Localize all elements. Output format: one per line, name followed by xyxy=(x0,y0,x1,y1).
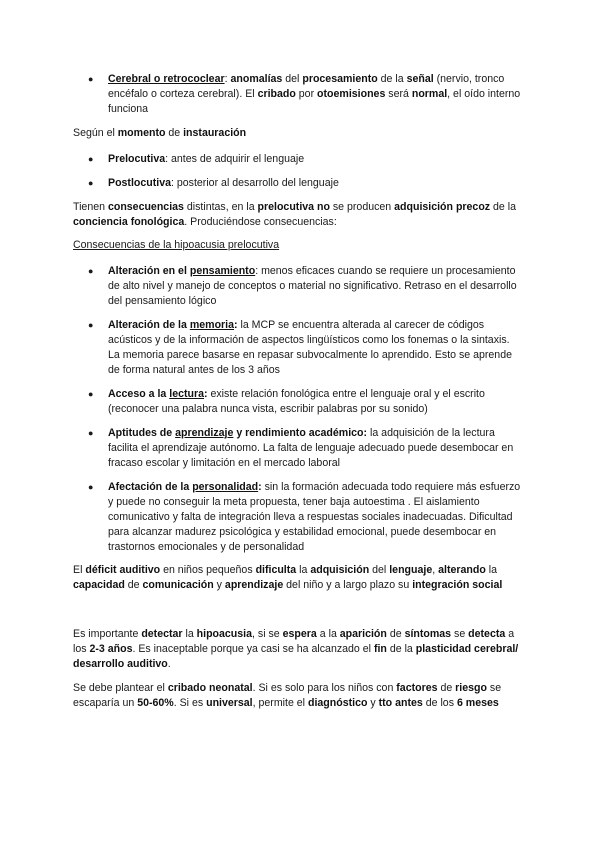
bullet-dot: ● xyxy=(88,428,94,438)
bullet-lectura: ● Acceso a la lectura: existe relación fonológica entre el lenguaje oral y el escrito (reconocer una palabra nunca vista, escribir palabras por su sonido) xyxy=(88,388,485,415)
bullet-dot: ● xyxy=(88,266,94,276)
bullet-cerebral: ● Cerebral o retrococlear: anomalías del procesamiento de la señal (nervio, tronco encéfalo o corteza cerebral). El cribado por otoemisiones será normal, el oído interno funciona xyxy=(88,73,521,115)
bullet-memoria: ● Alteración de la memoria: la MCP se encuentra alterada al carecer de códigos acústicos y de la información de aspectos lingüísticos como los fonemas o la sintaxis. La memoria parece basarse en repasar subvocalmente lo aprendido. Esto se aprende de forma natural antes de los 3 años xyxy=(88,319,512,376)
paragraph-tienen: Tienen consecuencias distintas, en la prelocutiva no se producen adquisición precoz de la conciencia fonológica. Produciéndose consecuencias: xyxy=(73,201,517,228)
bullet-aptitudes: ● Aptitudes de aprendizaje y rendimiento académico: la adquisición de la lectura facilita el aprendizaje autónomo. La falta de lenguaje adecuado puede desembocar en fracaso escolar y limitación en el mercado laboral xyxy=(88,427,514,469)
bullet-personalidad: ● Afectación de la personalidad: sin la formación adecuada todo requiere más esfuerzo y puede no conseguir la meta propuesta, tener baja autoestima . El aislamiento comunicativo y falta de integración lleva a respuestas sociales inadecuadas. Dificultad para alcanzar madurez psicológica y estabilidad emocional, puede desembocar en trastornos emocionales y de personalidad xyxy=(88,481,521,553)
bullet-dot: ● xyxy=(88,320,94,330)
paragraph-momento: Según el momento de instauración xyxy=(73,127,247,139)
bullet-pensamiento: ● Alteración en el pensamiento: menos eficaces cuando se requiere un procesamiento de alto nivel y manejo de conceptos o material no significativo. Retraso en el desarrollo del pensamiento lógico xyxy=(88,265,517,307)
bullet-prelocutiva: ● Prelocutiva: antes de adquirir el lenguaje xyxy=(88,153,305,165)
bullet-dot: ● xyxy=(88,74,94,84)
section-heading: Consecuencias de la hipoacusia prelocutiva xyxy=(73,239,280,251)
paragraph-importante: Es importante detectar la hipoacusia, si se espera a la aparición de síntomas se detecta a los 2-3 años. Es inaceptable porque ya casi se ha alcanzado el fin de la plasticidad cerebral/ desarrollo auditivo. xyxy=(73,628,519,670)
bullet-dot: ● xyxy=(88,178,94,188)
bullet-postlocutiva: ● Postlocutiva: posterior al desarrollo del lenguaje xyxy=(88,177,339,189)
paragraph-cribado: Se debe plantear el cribado neonatal. Si es solo para los niños con factores de riesgo se escaparía un 50-60%. Si es universal, permite el diagnóstico y tto antes de los 6 meses xyxy=(73,682,502,709)
paragraph-deficit: El déficit auditivo en niños pequeños dificulta la adquisición del lenguaje, alterando la capacidad de comunicación y aprendizaje del niño y a largo plazo su integración social xyxy=(73,564,503,591)
bullet-dot: ● xyxy=(88,154,94,164)
bullet-dot: ● xyxy=(88,482,94,492)
bullet-dot: ● xyxy=(88,389,94,399)
